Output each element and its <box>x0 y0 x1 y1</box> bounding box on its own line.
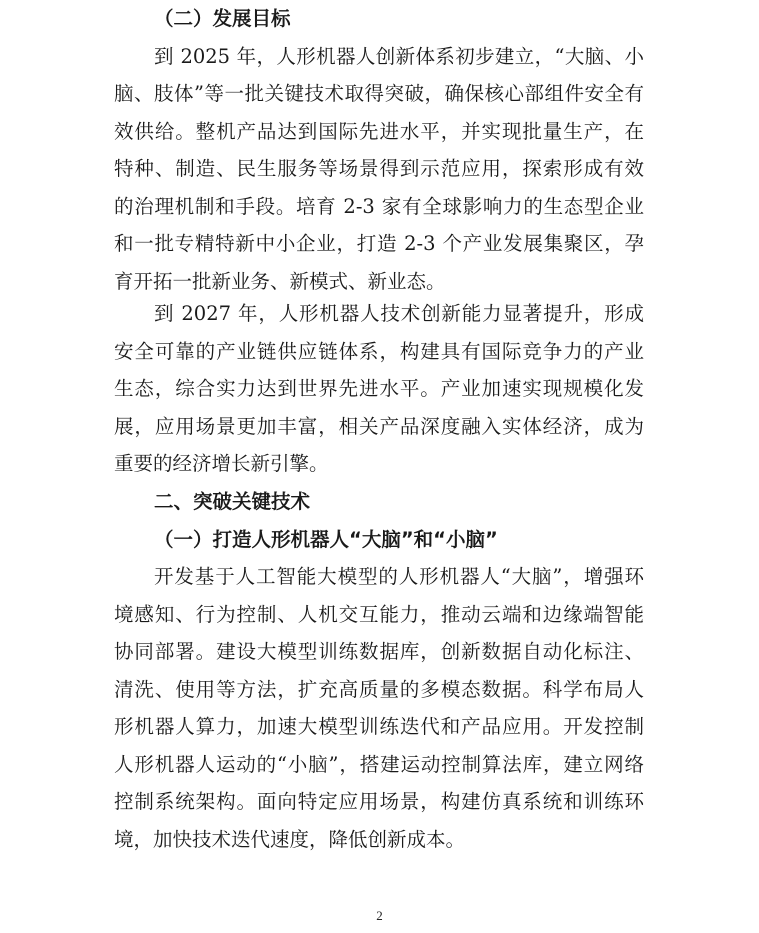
section-goals <box>114 0 644 300</box>
section-goals-2027 <box>114 295 644 483</box>
tech-sub-heading: （一）打造人形机器人“大脑”和“小脑” <box>154 527 498 551</box>
goals-para1-line: 到 2025 年，人形机器人创新体系初步建立，“大脑、小 <box>154 44 644 68</box>
goals-para2-line: 到 2027 年，人形机器人技术创新能力显著提升，形成 <box>154 302 644 325</box>
goals-para2-line: 安全可靠的产业链供应链体系，构建具有国际竞争力的产业 <box>114 339 644 363</box>
page-number: 2 <box>376 908 383 923</box>
tech-para-line: 形机器人算力，加速大模型训练迭代和产品应用。开发控制 <box>114 715 644 738</box>
tech-heading: 二、突破关键技术 <box>154 490 311 513</box>
goals-para1-line: 育开拓一批新业务、新模式、新业态。 <box>114 269 446 293</box>
tech-para-line: 协同部署。建设大模型训练数据库，创新数据自动化标注、 <box>114 640 644 663</box>
tech-para-line: 开发基于人工智能大模型的人形机器人“大脑”，增强环 <box>154 565 644 588</box>
goals-para2-line: 展，应用场景更加丰富，相关产品深度融入实体经济，成为 <box>114 414 644 438</box>
goals-para1-line: 效供给。整机产品达到国际先进水平，并实现批量生产，在 <box>114 119 644 143</box>
section-tech-headings <box>114 483 644 558</box>
goals-para2-line: 重要的经济增长新引擎。 <box>114 452 329 475</box>
goals-para1-line: 特种、制造、民生服务等场景得到示范应用，探索形成有效 <box>114 157 644 180</box>
goals-para1-line: 脑、肢体”等一批关键技术取得突破，确保核心部组件安全有 <box>114 82 644 105</box>
section-tech-body <box>114 558 644 858</box>
tech-para-line: 控制系统架构。面向特定应用场景，构建仿真系统和训练环 <box>114 790 644 813</box>
tech-para-line: 境感知、行为控制、人机交互能力，推动云端和边缘端智能 <box>114 602 644 626</box>
tech-para-line: 境，加快技术迭代速度，降低创新成本。 <box>114 827 466 851</box>
goals-para2-line: 生态，综合实力达到世界先进水平。产业加速实现规模化发 <box>114 377 644 400</box>
tech-para-line: 人形机器人运动的“小脑”，搭建运动控制算法库，建立网络 <box>114 752 644 776</box>
goals-para1-line: 和一批专精特新中小企业，打造 2-3 个产业发展集聚区，孕 <box>114 232 644 255</box>
goals-heading: （二）发展目标 <box>154 7 291 30</box>
goals-para1-line: 的治理机制和手段。培育 2-3 家有全球影响力的生态型企业 <box>114 194 644 218</box>
tech-para-line: 清洗、使用等方法，扩充高质量的多模态数据。科学布局人 <box>114 677 644 701</box>
